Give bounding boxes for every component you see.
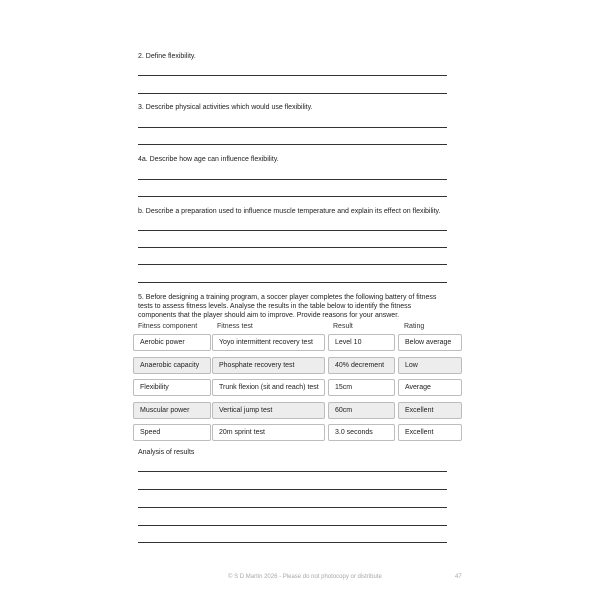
answer-line <box>138 489 447 490</box>
question-5: 5. Before designing a training program, a soccer player completes the following battery of fitness tests to assess fitness levels. Analyse the results in the table below to identify the fitness components that the player should aim to improve. Provide reasons for your answer. <box>138 294 437 319</box>
table-cell: Phosphate recovery test <box>212 357 325 374</box>
table-cell: Average <box>398 379 462 396</box>
question-4a: 4a. Describe how age can influence flexibility. <box>138 156 279 163</box>
answer-line <box>138 264 447 265</box>
answer-line <box>138 179 447 180</box>
table-cell: 15cm <box>328 379 395 396</box>
answer-line <box>138 75 447 76</box>
table-header-rating: Rating <box>404 323 425 330</box>
table-cell: 40% decrement <box>328 357 395 374</box>
answer-line <box>138 542 447 543</box>
answer-line <box>138 144 447 145</box>
table-cell: Low <box>398 357 462 374</box>
answer-line <box>138 525 447 526</box>
table-cell: Level 10 <box>328 334 395 351</box>
question-2: 2. Define flexibility. <box>138 53 196 60</box>
table-cell: Speed <box>133 424 211 441</box>
question-3: 3. Describe physical activities which would use flexibility. <box>138 104 313 111</box>
answer-line <box>138 127 447 128</box>
table-header-test: Fitness test <box>217 323 253 330</box>
answer-line <box>138 93 447 94</box>
table-cell: Vertical jump test <box>212 402 325 419</box>
table-cell: Yoyo intermittent recovery test <box>212 334 325 351</box>
table-cell: Anaerobic capacity <box>133 357 211 374</box>
table-header-component: Fitness component <box>138 323 198 330</box>
table-cell: Excellent <box>398 424 462 441</box>
question-4b: b. Describe a preparation used to influence muscle temperature and explain its effect on flexibility. <box>138 208 441 215</box>
answer-line <box>138 282 447 283</box>
table-cell: 3.0 seconds <box>328 424 395 441</box>
answer-line <box>138 230 447 231</box>
answer-line <box>138 507 447 508</box>
copyright-notice: © S D Martin 2026 - Please do not photocopy or distribute <box>228 574 382 580</box>
table-cell: 20m sprint test <box>212 424 325 441</box>
table-cell: Trunk flexion (sit and reach) test <box>212 379 325 396</box>
table-cell: Excellent <box>398 402 462 419</box>
table-cell: 60cm <box>328 402 395 419</box>
answer-line <box>138 196 447 197</box>
table-header-result: Result <box>333 323 353 330</box>
table-cell: Below average <box>398 334 462 351</box>
table-cell: Flexibility <box>133 379 211 396</box>
table-cell: Muscular power <box>133 402 211 419</box>
page-number: 47 <box>455 574 462 580</box>
answer-line <box>138 471 447 472</box>
table-cell: Aerobic power <box>133 334 211 351</box>
answer-line <box>138 247 447 248</box>
analysis-label: Analysis of results <box>138 449 195 456</box>
